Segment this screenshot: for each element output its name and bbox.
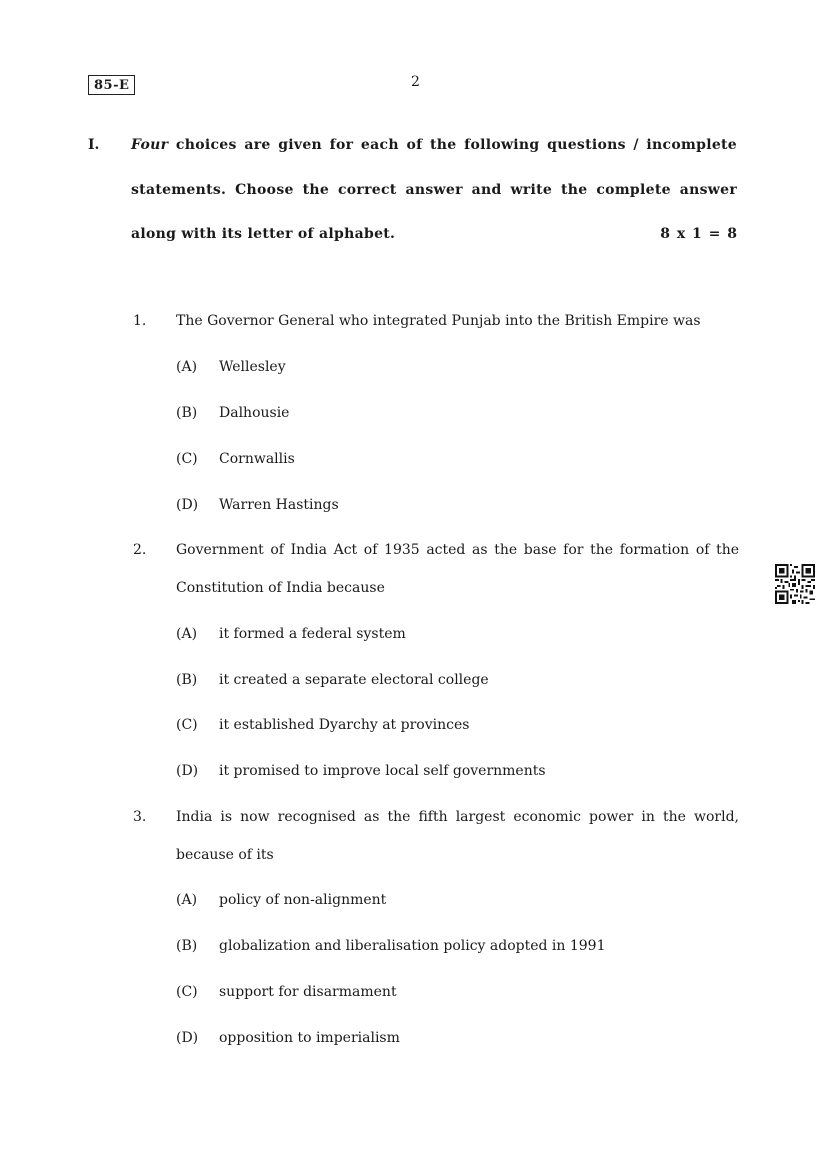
option-label: (B) [176,405,198,421]
option-label: (B) [176,672,198,688]
option-text: opposition to imperialism [219,1030,400,1046]
option-text: it established Dyarchy at provinces [219,717,470,733]
option-text: it created a separate electoral college [219,672,489,688]
option-label: (A) [176,359,198,375]
option-text: it promised to improve local self governments [219,763,546,779]
option-text: Warren Hastings [219,497,339,513]
qr-code-icon [775,564,815,604]
option-text: it formed a federal system [219,626,406,642]
section-marks: 8 x 1 = 8 [660,226,737,242]
question-number: 1. [133,313,147,329]
option-text: globalization and liberalisation policy adopted in 1991 [219,938,606,954]
instruction-line-1-rest: choices are given for each of the following questions / incomplete [175,137,737,153]
question-text: The Governor General who integrated Punjab into the British Empire was [176,313,701,329]
question-number: 2. [133,542,147,558]
option-label: (A) [176,892,198,908]
option-label: (D) [176,763,199,779]
option-text: policy of non-alignment [219,892,387,908]
instruction-emphasis: Four [131,137,169,153]
option-label: (D) [176,497,199,513]
option-text: Dalhousie [219,405,290,421]
option-label: (C) [176,451,198,467]
page-number: 2 [411,74,420,90]
paper-code: 85-E [88,75,135,95]
instruction-line-2: statements. Choose the correct answer and write the complete answer [131,182,737,198]
instruction-line-1 [131,137,737,153]
option-label: (B) [176,938,198,954]
option-label: (A) [176,626,198,642]
option-label: (D) [176,1030,199,1046]
option-text: support for disarmament [219,984,397,1000]
option-label: (C) [176,717,198,733]
question-number: 3. [133,809,147,825]
option-text: Wellesley [219,359,286,375]
question-text: India is now recognised as the fifth largest economic power in the world, [176,809,739,825]
question-text-continued: Constitution of India because [176,580,385,596]
option-label: (C) [176,984,198,1000]
question-text: Government of India Act of 1935 acted as the base for the formation of the [176,542,739,558]
option-text: Cornwallis [219,451,295,467]
question-text-continued: because of its [176,847,274,863]
instruction-line-3: along with its letter of alphabet. [131,226,396,242]
section-number: I. [88,137,100,153]
